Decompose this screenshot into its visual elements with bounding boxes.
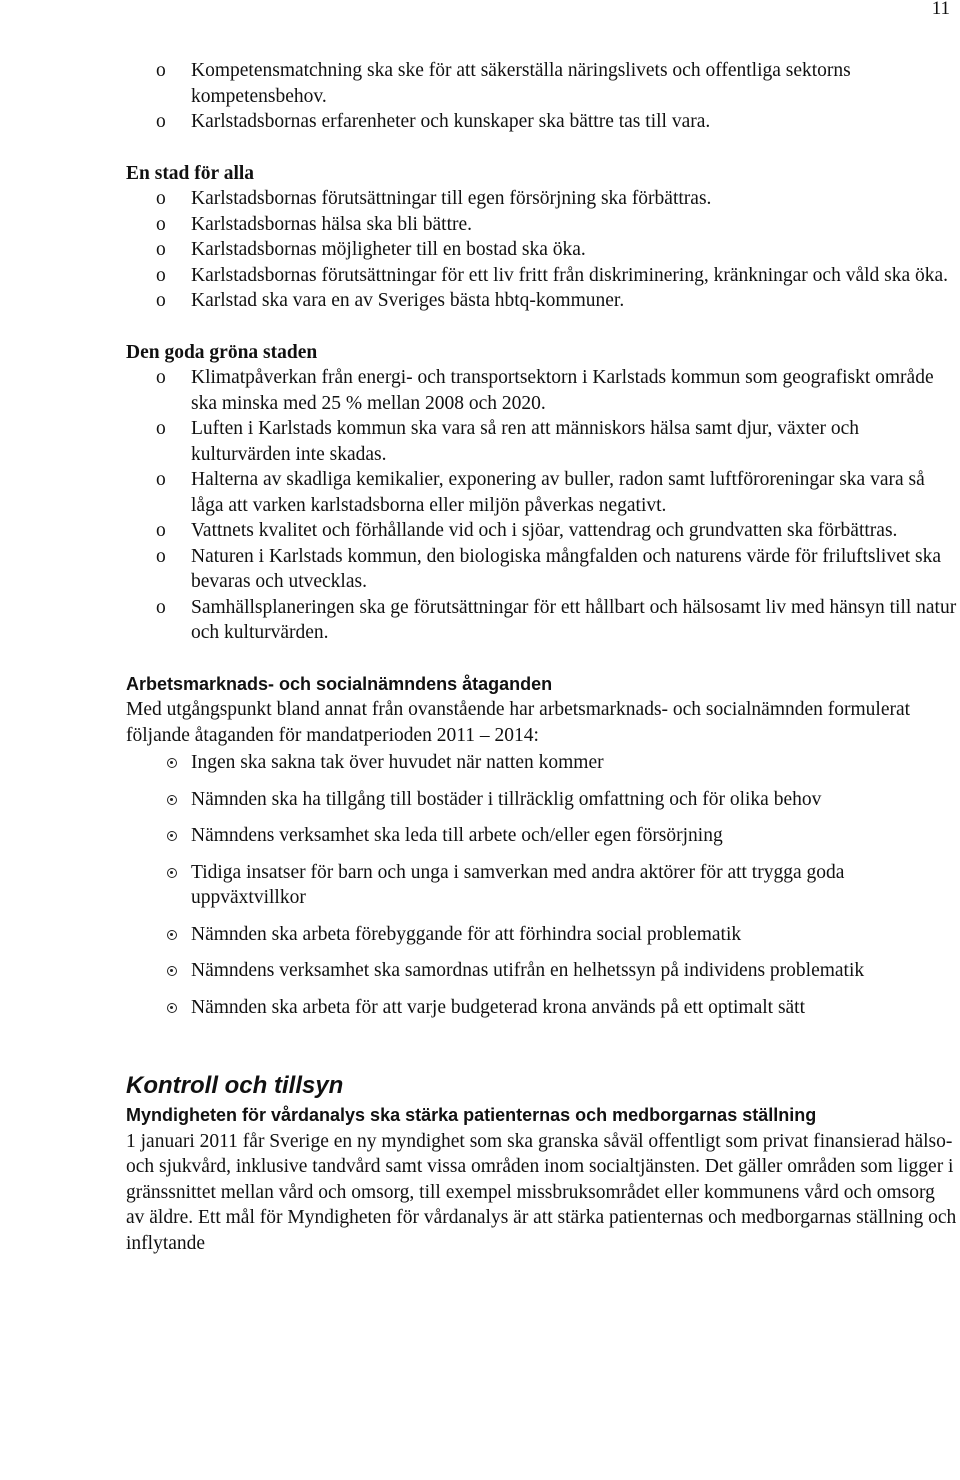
circle-bullet-icon [167,930,177,940]
section-heading-ataganden: Arbetsmarknads- och socialnämndens åtaganden [126,673,553,694]
bullet-o: o [156,213,166,235]
list-item: o Vattnets kvalitet och förhållande vid och i sjöar, vattendrag och grundvatten ska förbättras. [126,518,958,544]
bullet-o: o [156,111,166,132]
document-body [126,58,958,1256]
circle-bullet-icon [167,795,177,805]
alla-list [126,186,958,314]
circle-bullet-icon [167,966,177,976]
circle-bullet-icon [167,831,177,841]
bullet-o: o [156,290,166,311]
list-item: Nämnden ska ha tillgång till bostäder i tillräcklig omfattning och för olika behov [126,787,958,813]
bullet-o: o [156,188,166,209]
section-heading-alla: En stad för alla [126,162,255,184]
list-item: o Karlstadsbornas erfarenheter och kunskaper ska bättre tas till vara. [126,109,958,135]
list-item: o Karlstadsbornas möjligheter till en bostad ska öka. [126,237,958,263]
bullet-o: o [156,545,166,567]
list-item: o Halterna av skadliga kemikalier, exponering av buller, radon samt luftföroreningar ska vara så låga att varken karlstadsborna eller miljön påverkas negativt. [156,469,925,516]
bullet-o: o [156,239,166,260]
bullet-o: o [156,596,166,618]
list-item: o Karlstad ska vara en av Sveriges bästa hbtq-kommuner. [126,288,958,314]
list-item: o Klimatpåverkan från energi- och transportsektorn i Karlstads kommun som geografiskt område ska minska med 25 % mellan 2008 och 2020. [156,367,934,414]
kontroll-body: 1 januari 2011 får Sverige en ny myndighet som ska granska såväl offentligt som privat finansierad hälso- och sjukvård, inklusive tandvård samt vissa områden inom socialtjänsten. Det gäller områden som ligger i gränssnittet mellan vård och omsorg, till exempel missbruksområdet eller kommunens vård och omsorg av äldre. Ett mål för Myndigheten för vårdanalys är att stärka patienternas och medborgarnas ställning och inflytande [126,1130,957,1254]
circle-bullet-icon [167,758,177,768]
ataganden-intro: Med utgångspunkt bland annat från ovanstående har arbetsmarknads- och socialnämnden formulerat följande åtaganden för mandatperioden 2011 – 2014: [126,699,911,746]
list-item: o Karlstadsbornas förutsättningar till egen försörjning ska förbättras. [126,186,958,212]
list-item: Nämndens verksamhet ska leda till arbete och/eller egen försörjning [126,823,958,849]
list-item: Tidiga insatser för barn och unga i samverkan med andra aktörer för att trygga goda uppväxtvillkor [126,860,958,911]
bullet-o: o [156,264,166,286]
section-heading-kontroll: Kontroll och tillsyn [126,1072,344,1099]
list-item: Nämnden ska arbeta för att varje budgeterad krona används på ett optimalt sätt [126,995,958,1021]
page-number: 11 [931,0,950,19]
bullet-o: o [156,60,166,81]
list-item: o Karlstadsbornas förutsättningar för ett liv fritt från diskriminering, kränkningar och våld ska öka. [126,263,958,289]
ataganden-list [126,750,958,1020]
list-item: Ingen ska sakna tak över huvudet när natten kommer [126,750,958,776]
section-heading-grona: Den goda gröna staden [126,341,318,363]
list-item: o Karlstadsbornas hälsa ska bli bättre. [126,212,958,238]
bullet-o: o [156,469,166,490]
list-item: o Samhällsplaneringen ska ge förutsättningar för ett hållbart och hälsosamt liv med hänsyn till natur och kulturvärden. [156,596,957,643]
bullet-o: o [156,520,166,541]
list-item: Nämnden ska arbeta förebyggande för att förhindra social problematik [126,922,958,948]
intro-list [126,58,958,135]
bullet-o: o [156,367,166,388]
kontroll-subheading: Myndigheten för vårdanalys ska stärka patienternas och medborgarnas ställning [126,1105,817,1125]
circle-bullet-icon [167,1003,177,1013]
list-item: o Kompetensmatchning ska ske för att säkerställa näringslivets och offentliga sektorns kompetensbehov. [156,60,851,107]
circle-bullet-icon [167,868,177,878]
list-item: o Luften i Karlstads kommun ska vara så ren att människors hälsa samt djur, växter och kulturvärden inte skadas. [156,418,859,465]
bullet-o: o [156,418,166,439]
grona-list [126,365,958,646]
list-item: Nämndens verksamhet ska samordnas utifrån en helhetssyn på individens problematik [126,958,958,984]
list-item: o Naturen i Karlstads kommun, den biologiska mångfalden och naturens värde för friluftslivet ska bevaras och utvecklas. [156,545,942,592]
